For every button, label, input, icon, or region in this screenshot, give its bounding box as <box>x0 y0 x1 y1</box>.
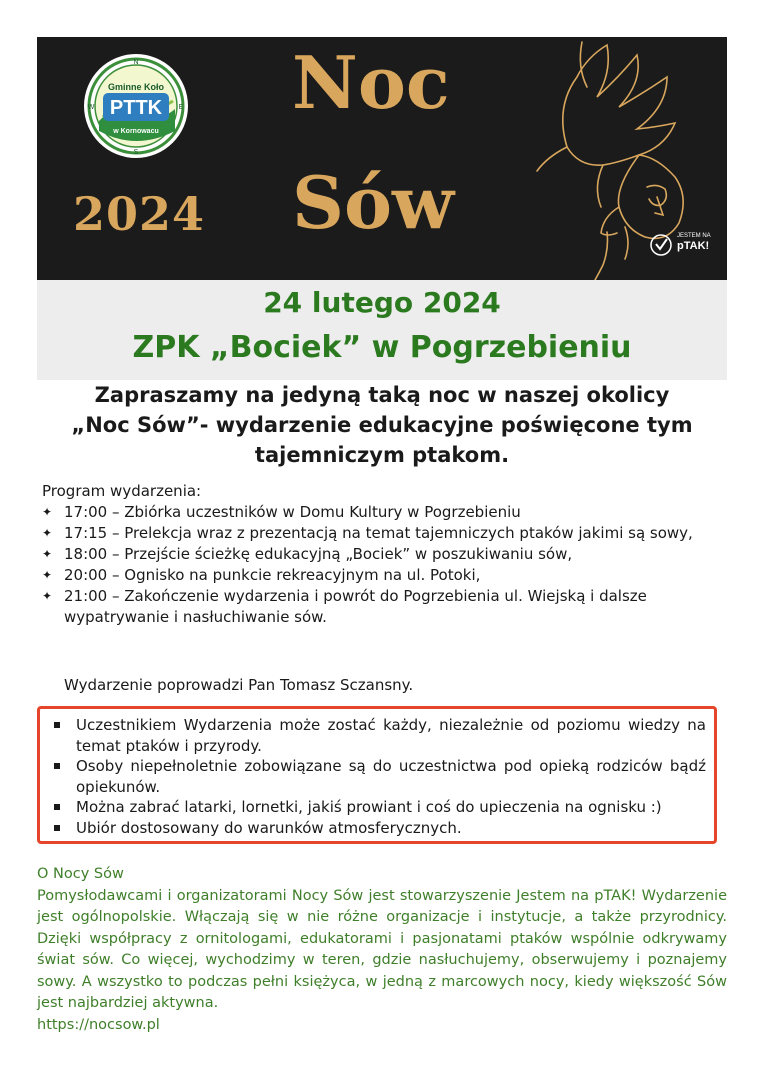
program-title: Program wydarzenia: <box>42 482 202 500</box>
square-bullet-icon <box>54 825 60 831</box>
logo-text-line1: Gminne Koło <box>108 82 164 92</box>
about-title: O Nocy Sów <box>37 866 124 882</box>
about-text: Pomysłodawcami i organizatorami Nocy Sów jest stowarzyszenie Jestem na pTAK! Wydarzenie jest ogólnopolskie. Włączają się w nie różne organizacje i instytucje, a także przyrodnicy. Dzięki współpracy z ornitologami, edukatorami i pasjonatami ptaków wspólnie odkrywamy świat sów. Co więcej, wychodzimy w teren, gdzie nasłuchujemy, obserwujemy i poznajemy sowy. A wszystko to podczas pełni księżyca, w jedną z marcowych nocy, kiedy większość Sów jest najbardziej aktywna. <box>37 887 727 1011</box>
bullet-icon: ✦ <box>42 505 53 519</box>
rule-item <box>48 715 706 756</box>
event-place: ZPK „Bociek” w Pogrzebieniu <box>132 330 632 365</box>
banner-title-noc: Noc <box>292 40 450 125</box>
program-item <box>40 586 720 628</box>
banner <box>37 37 727 280</box>
bullet-icon: ✦ <box>42 589 53 603</box>
square-bullet-icon <box>54 804 60 810</box>
rules-box <box>37 706 717 844</box>
square-bullet-icon <box>54 763 60 769</box>
program-item-text: 17:00 – Zbiórka uczestników w Domu Kultury w Pogrzebieniu <box>64 503 521 521</box>
intro-line-3: tajemniczym ptakom. <box>254 443 510 467</box>
intro-line-1: Zapraszamy na jedyną taką noc w naszej okolicy <box>94 383 670 407</box>
date-band <box>37 280 727 380</box>
compass-s: S <box>133 149 139 156</box>
bullet-icon: ✦ <box>42 526 53 540</box>
program-item <box>40 523 720 544</box>
intro <box>37 380 727 470</box>
bullet-icon: ✦ <box>42 568 53 582</box>
about-section <box>37 864 727 1036</box>
program-item <box>40 565 720 586</box>
rule-item <box>48 797 706 818</box>
program-item-text: 20:00 – Ognisko na punkcie rekreacyjnym na ul. Potoki, <box>64 566 481 584</box>
program-item-text: 18:00 – Przejście ścieżkę edukacyjną „Bociek” w poszukiwaniu sów, <box>64 545 573 563</box>
square-bullet-icon <box>54 722 60 728</box>
ptak-text <box>677 233 711 252</box>
program-item-text: 17:15 – Prelekcja wraz z prezentacją na temat tajemniczych ptaków jakimi są sowy, <box>64 524 693 542</box>
banner-year: 2024 <box>73 187 206 241</box>
compass-w: W <box>87 104 95 111</box>
compass-n: N <box>133 59 139 66</box>
ptak-small-text: JESTEM NA <box>677 233 711 239</box>
bullet-icon: ✦ <box>42 547 53 561</box>
compass-e: E <box>178 104 184 111</box>
rule-text: Osoby niepełnoletnie zobowiązane są do uczestnictwa pod opieką rodziców bądź opiekunów. <box>76 757 706 796</box>
program-list <box>40 502 720 628</box>
program-item <box>40 544 720 565</box>
rule-text: Można zabrać latarki, lornetki, jakiś prowiant i coś do upieczenia na ognisku :) <box>76 798 662 816</box>
intro-line-2: „Noc Sów”- wydarzenie edukacyjne poświęcone tym <box>71 413 693 437</box>
pttk-logo <box>81 51 191 161</box>
event-date: 24 lutego 2024 <box>263 286 501 319</box>
ptak-big-text: pTAK! <box>677 240 710 252</box>
about-link[interactable]: https://nocsow.pl <box>37 1016 160 1033</box>
logo-text-line2: PTTK <box>109 97 163 119</box>
program-item <box>40 502 720 523</box>
rule-item <box>48 756 706 797</box>
rule-text: Uczestnikiem Wydarzenia może zostać każdy, niezależnie od poziomu wiedzy na temat ptaków i przyrody. <box>76 716 706 755</box>
rule-text: Ubiór dostosowany do warunków atmosferycznych. <box>76 818 462 837</box>
banner-title-sow: Sów <box>292 160 454 245</box>
rule-item <box>48 818 706 839</box>
event-lead: Wydarzenie poprowadzi Pan Tomasz Sczansny. <box>64 676 414 694</box>
logo-text-line3: w Kornowacu <box>113 128 159 135</box>
program-item-text: 21:00 – Zakończenie wydarzenia i powrót do Pogrzebienia ul. Wiejską i dalsze wypatrywanie i nasłuchiwanie sów. <box>64 587 647 626</box>
